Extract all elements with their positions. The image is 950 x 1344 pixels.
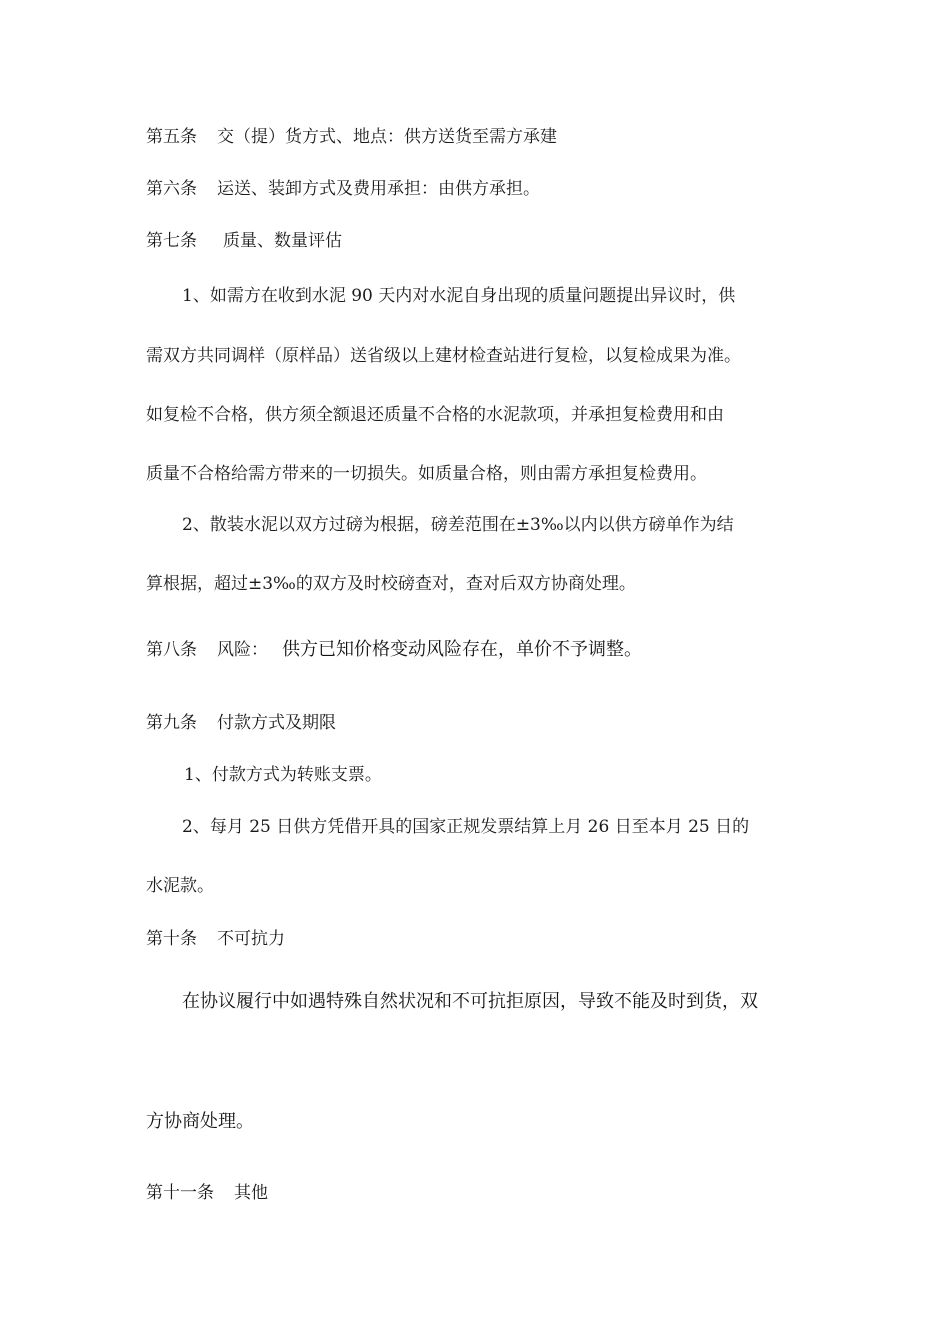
- article-9-item-2-line-2: 水泥款。: [146, 876, 214, 896]
- article-7-p1-line-2: 需双方共同调样（原样品）送省级以上建材检查站进行复检，以复检成果为准。: [146, 346, 741, 366]
- article-7-number: 第七条: [146, 231, 197, 251]
- article-7-heading: [146, 230, 342, 252]
- article-9-title: 付款方式及期限: [217, 713, 336, 733]
- article-6-text: 运送、装卸方式及费用承担：由供方承担。: [217, 179, 540, 199]
- article-9-item-1: 1、付款方式为转账支票。: [184, 765, 382, 785]
- article-7-p1-line-1: 1、如需方在收到水泥 90 天内对水泥自身出现的质量问题提出异议时，供: [182, 286, 736, 306]
- article-7-p1-line-3: 如复检不合格，供方须全额退还质量不合格的水泥款项，并承担复检费用和由: [146, 405, 724, 425]
- article-9-number: 第九条: [146, 713, 197, 733]
- article-11-number: 第十一条: [146, 1183, 214, 1203]
- article-11-title: 其他: [234, 1183, 268, 1203]
- article-10-body-line-2: 方协商处理。: [146, 1111, 254, 1132]
- article-9-heading: [146, 712, 336, 734]
- article-8-label: 风险：: [217, 640, 268, 660]
- article-9-item-2-line-1: 2、每月 25 日供方凭借开具的国家正规发票结算上月 26 日至本月 25 日的: [182, 817, 750, 837]
- article-8: [146, 639, 642, 661]
- article-10-number: 第十条: [146, 929, 197, 949]
- article-11-heading: [146, 1182, 268, 1204]
- article-7-p1-line-4: 质量不合格给需方带来的一切损失。如质量合格，则由需方承担复检费用。: [146, 464, 707, 484]
- article-8-number: 第八条: [146, 640, 197, 660]
- article-10-body-line-1: 在协议履行中如遇特殊自然状况和不可抗拒原因，导致不能及时到货，双: [182, 991, 758, 1012]
- article-5: [146, 126, 557, 148]
- article-6: [146, 178, 540, 200]
- article-7-p2-line-1: 2、散装水泥以双方过磅为根据，磅差范围在±3‰以内以供方磅单作为结: [182, 515, 734, 535]
- article-8-text: 供方已知价格变动风险存在，单价不予调整。: [282, 639, 642, 660]
- article-5-number: 第五条: [146, 127, 197, 147]
- article-7-title: 质量、数量评估: [223, 231, 342, 251]
- article-6-number: 第六条: [146, 179, 197, 199]
- article-10-heading: [146, 928, 285, 950]
- article-7-p2-line-2: 算根据，超过±3‰的双方及时校磅查对，查对后双方协商处理。: [146, 574, 636, 594]
- article-10-title: 不可抗力: [217, 929, 285, 949]
- article-5-text: 交（提）货方式、地点：供方送货至需方承建: [217, 127, 557, 147]
